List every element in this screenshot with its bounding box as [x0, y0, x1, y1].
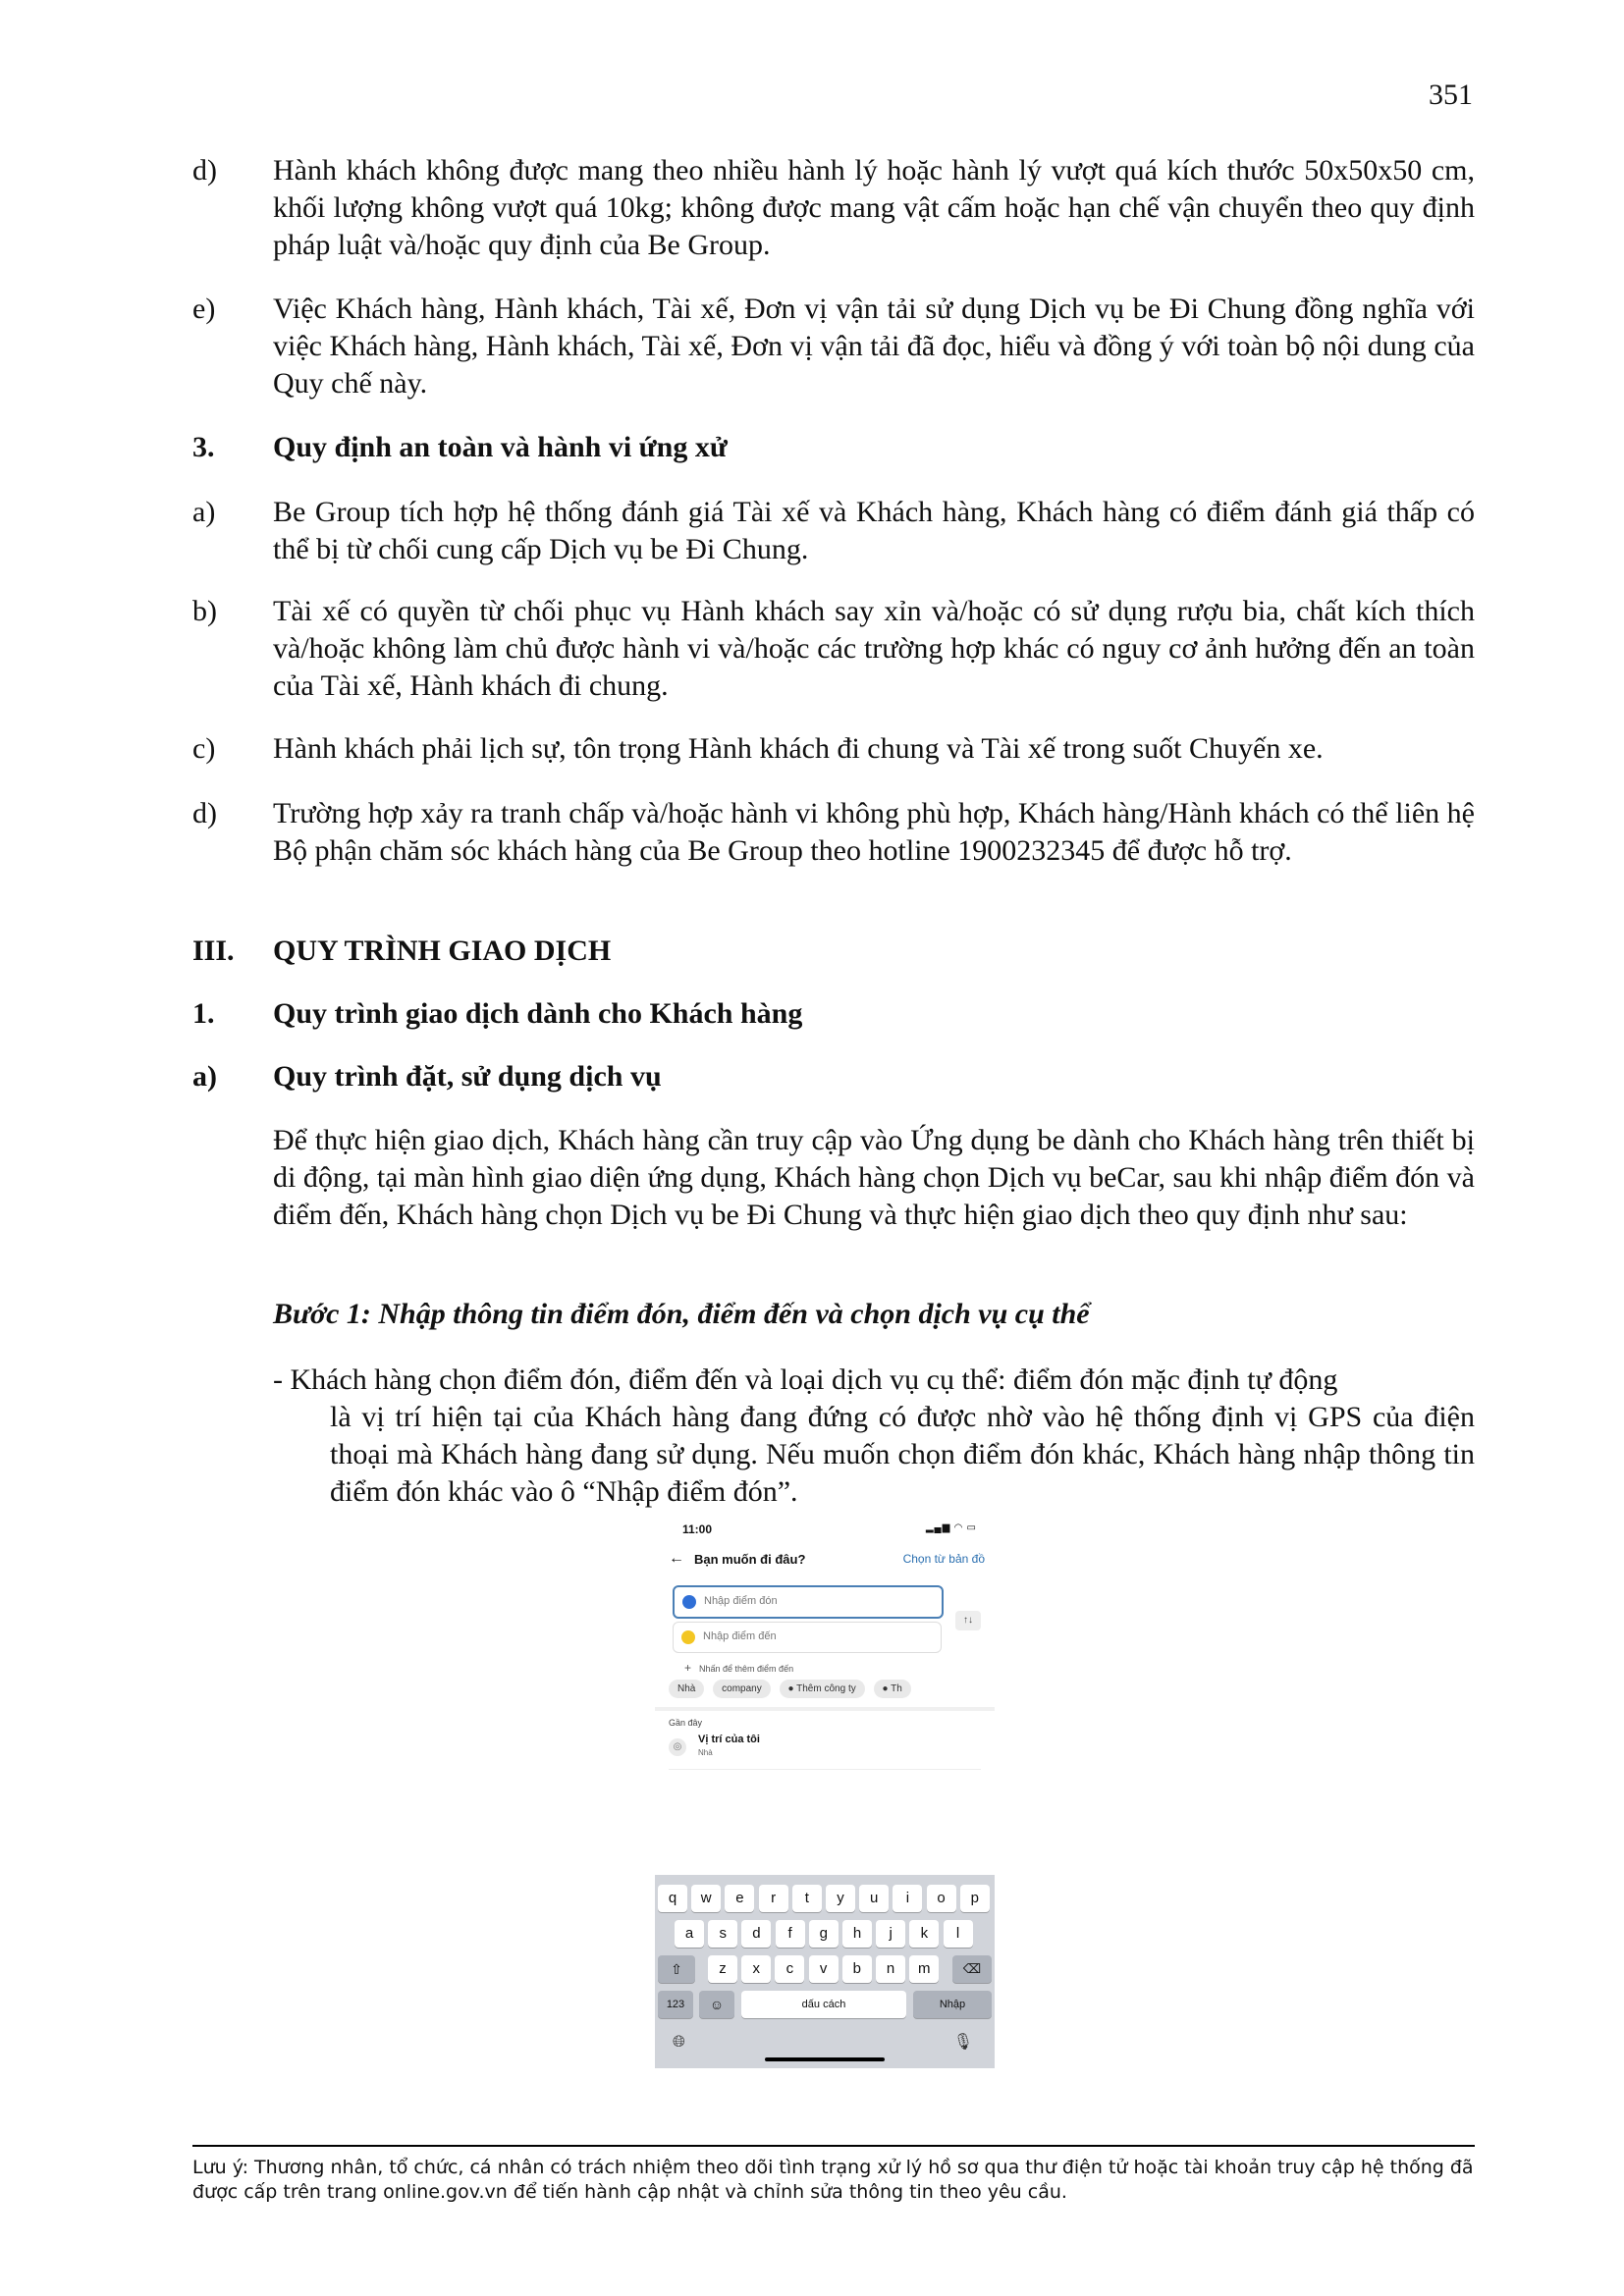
item-text: Trường hợp xảy ra tranh chấp và/hoặc hành vi không phù hợp, Khách hàng/Hành khách có thể liên hệ Bộ phận chăm sóc khách hàng của Be Group theo hotline 1900232345 để được hỗ trợ. — [273, 797, 1475, 867]
status-bar — [682, 1522, 977, 1540]
item-text: Hành khách phải lịch sự, tôn trọng Hành khách đi chung và Tài xế trong suốt Chuyến xe. — [273, 732, 1324, 765]
key-t[interactable]: t — [792, 1885, 822, 1912]
section-1-heading — [192, 995, 1475, 1033]
globe-icon[interactable]: 🌐︎ — [673, 2034, 685, 2051]
key-z[interactable]: z — [708, 1955, 737, 1983]
item-label: a) — [192, 496, 216, 528]
pickup-placeholder: Nhập điểm đón — [704, 1595, 778, 1607]
item-label: b) — [192, 595, 217, 627]
choose-from-map-link[interactable]: Chọn từ bản đồ — [902, 1552, 985, 1566]
chip-home[interactable]: Nhà — [669, 1680, 704, 1698]
key-d[interactable]: d — [741, 1920, 771, 1948]
key-s[interactable]: s — [708, 1920, 737, 1948]
footer-divider — [192, 2145, 1475, 2147]
chip-add-company[interactable]: ● Thêm công ty — [780, 1680, 865, 1698]
key-x[interactable]: x — [741, 1955, 771, 1983]
key-k[interactable]: k — [909, 1920, 939, 1948]
list-item-3c — [192, 730, 1475, 768]
section-title: QUY TRÌNH GIAO DỊCH — [273, 934, 612, 967]
recent-location-item[interactable] — [669, 1734, 981, 1770]
section-label: a) — [192, 1060, 217, 1093]
key-y[interactable]: y — [826, 1885, 855, 1912]
key-p[interactable]: p — [960, 1885, 990, 1912]
microphone-icon[interactable]: 🎙︎ — [952, 2034, 973, 2051]
list-item-3a — [192, 494, 1475, 568]
pickup-input[interactable] — [673, 1585, 944, 1619]
back-arrow-icon[interactable]: ← — [669, 1550, 684, 1567]
key-c[interactable]: c — [775, 1955, 804, 1983]
key-g[interactable]: g — [809, 1920, 839, 1948]
screen-title: Bạn muốn đi đâu? — [694, 1552, 806, 1567]
item-text: Tài xế có quyền từ chối phục vụ Hành khách say xỉn và/hoặc có sử dụng rượu bia, chất kích thích và/hoặc không làm chủ được hành vi và/hoặc các trường hợp khác có nguy cơ ảnh hưởng đến an toàn của Tài xế, Hành khách đi chung. — [273, 595, 1475, 702]
add-stop-label: Nhấn để thêm điểm đến — [699, 1664, 794, 1674]
chip-company[interactable]: company — [713, 1680, 771, 1698]
key-l[interactable]: l — [944, 1920, 973, 1948]
dropoff-pin-icon — [681, 1630, 695, 1644]
pin-icon: ● — [882, 1683, 892, 1694]
key-q[interactable]: q — [658, 1885, 687, 1912]
item-label: d) — [192, 797, 217, 829]
shift-key-icon[interactable]: ⇧ — [658, 1955, 695, 1983]
item-label: c) — [192, 732, 216, 765]
key-m[interactable]: m — [909, 1955, 939, 1983]
plus-icon: + — [684, 1661, 692, 1675]
screen-header — [669, 1552, 985, 1574]
section-3-heading — [192, 429, 1475, 466]
page-number: 351 — [1429, 79, 1473, 111]
keyboard-row-2 — [655, 1920, 995, 1949]
home-indicator — [765, 2057, 885, 2061]
divider — [655, 1707, 995, 1711]
pickup-pin-icon — [682, 1595, 696, 1609]
add-stop-button[interactable] — [684, 1661, 793, 1675]
item-label: e) — [192, 293, 216, 325]
swap-arrows-icon[interactable]: ↑↓ — [955, 1611, 981, 1630]
item-text: Be Group tích hợp hệ thống đánh giá Tài xế và Khách hàng, Khách hàng có điểm đánh giá thấp có thể bị từ chối cung cấp Dịch vụ be Đi Chung. — [273, 496, 1475, 565]
list-item-e — [192, 291, 1475, 402]
chip-more[interactable]: ● Th — [874, 1680, 911, 1698]
key-o[interactable]: o — [927, 1885, 956, 1912]
item-text: Hành khách không được mang theo nhiều hành lý hoặc hành lý vượt quá kích thước 50x50x50 cm, khối lượng không vượt quá 10kg; không được mang vật cấm hoặc hạn chế vận chuyển theo quy định pháp luật và/hoặc quy định của Be Group. — [273, 154, 1475, 261]
section-title: Quy định an toàn và hành vi ứng xử — [273, 431, 728, 463]
key-n[interactable]: n — [876, 1955, 905, 1983]
enter-key[interactable]: Nhập — [913, 1991, 992, 2018]
section-label: III. — [192, 934, 235, 967]
key-f[interactable]: f — [776, 1920, 805, 1948]
list-item-3d — [192, 795, 1475, 870]
key-h[interactable]: h — [842, 1920, 872, 1948]
pin-icon: ● — [787, 1683, 797, 1694]
dropoff-input[interactable] — [673, 1622, 942, 1653]
key-u[interactable]: u — [859, 1885, 889, 1912]
key-i[interactable]: i — [893, 1885, 922, 1912]
item-text: Việc Khách hàng, Hành khách, Tài xế, Đơn vị vận tải sử dụng Dịch vụ be Đi Chung đồng nghĩa với việc Khách hàng, Hành khách, Tài xế, Đơn vị vận tải đã đọc, hiểu và đồng ý với toàn bộ nội dung của Quy chế này. — [273, 293, 1475, 400]
bullet-first-line: Khách hàng chọn điểm đón, điểm đến và loại dịch vụ cụ thể: điểm đón mặc định tự động — [290, 1363, 1338, 1396]
keyboard-row-4 — [655, 1991, 995, 2020]
list-item-d — [192, 152, 1475, 264]
footer-note: Lưu ý: Thương nhân, tổ chức, cá nhân có trách nhiệm theo dõi tình trạng xử lý hồ sơ qua thư điện tử hoặc tài khoản truy cập hệ thống đã được cấp trên trang online.gov.vn để tiến hành cập nhật và chỉnh sửa thông tin theo yêu cầu. — [192, 2157, 1474, 2203]
space-key[interactable]: dấu cách — [741, 1991, 906, 2018]
emoji-key-icon[interactable]: ☺ — [699, 1991, 734, 2018]
key-r[interactable]: r — [759, 1885, 788, 1912]
bullet-item — [273, 1362, 1475, 1511]
section-title: Quy trình giao dịch dành cho Khách hàng — [273, 997, 803, 1030]
onscreen-keyboard — [655, 1875, 995, 2068]
section-a-heading — [192, 1058, 1475, 1095]
section-label: 3. — [192, 431, 215, 463]
saved-places-chips — [669, 1680, 917, 1698]
dropoff-placeholder: Nhập điểm đến — [703, 1630, 777, 1642]
numbers-key[interactable]: 123 — [658, 1991, 693, 2018]
recent-title: Vị trí của tôi — [698, 1734, 760, 1745]
intro-paragraph: Để thực hiện giao dịch, Khách hàng cần truy cập vào Ứng dụng be dành cho Khách hàng trên thiết bị di động, tại màn hình giao diện ứng dụng, Khách hàng chọn Dịch vụ beCar, sau khi nhập điểm đón và điểm đến, Khách hàng chọn Dịch vụ be Đi Chung và thực hiện giao dịch theo quy định như sau: — [273, 1124, 1475, 1231]
section-title: Quy trình đặt, sử dụng dịch vụ — [273, 1060, 662, 1093]
key-e[interactable]: e — [725, 1885, 754, 1912]
bullet-continuation: là vị trí hiện tại của Khách hàng đang đứng có được nhờ vào hệ thống định vị GPS của điện thoại mà Khách hàng đang sử dụng. Nếu muốn chọn điểm đón khác, Khách hàng nhập thông tin điểm đón khác vào ô “Nhập điểm đón”. — [330, 1401, 1475, 1508]
list-item-3b — [192, 593, 1475, 705]
key-j[interactable]: j — [876, 1920, 905, 1948]
section-III-heading — [192, 933, 1475, 970]
keyboard-row-1 — [655, 1885, 995, 1914]
key-v[interactable]: v — [809, 1955, 839, 1983]
bullet-marker: - — [273, 1363, 283, 1396]
recent-subtitle: Nhà — [698, 1748, 713, 1757]
section-label: 1. — [192, 997, 215, 1030]
keyboard-row-3 — [655, 1955, 995, 1985]
location-target-icon: ◎ — [669, 1738, 686, 1756]
recent-label: Gần đây — [669, 1718, 703, 1728]
signal-wifi-battery-icon: ▂▄▆ ◠ ▭ — [925, 1522, 977, 1533]
key-b[interactable]: b — [842, 1955, 872, 1983]
key-a[interactable]: a — [675, 1920, 704, 1948]
status-time: 11:00 — [682, 1522, 713, 1536]
backspace-key-icon[interactable]: ⌫ — [952, 1955, 992, 1983]
item-label: d) — [192, 154, 217, 187]
app-screenshot — [655, 1517, 995, 2068]
step-1-title: Bước 1: Nhập thông tin điểm đón, điểm đến và chọn dịch vụ cụ thể — [273, 1298, 1090, 1330]
key-w[interactable]: w — [691, 1885, 721, 1912]
